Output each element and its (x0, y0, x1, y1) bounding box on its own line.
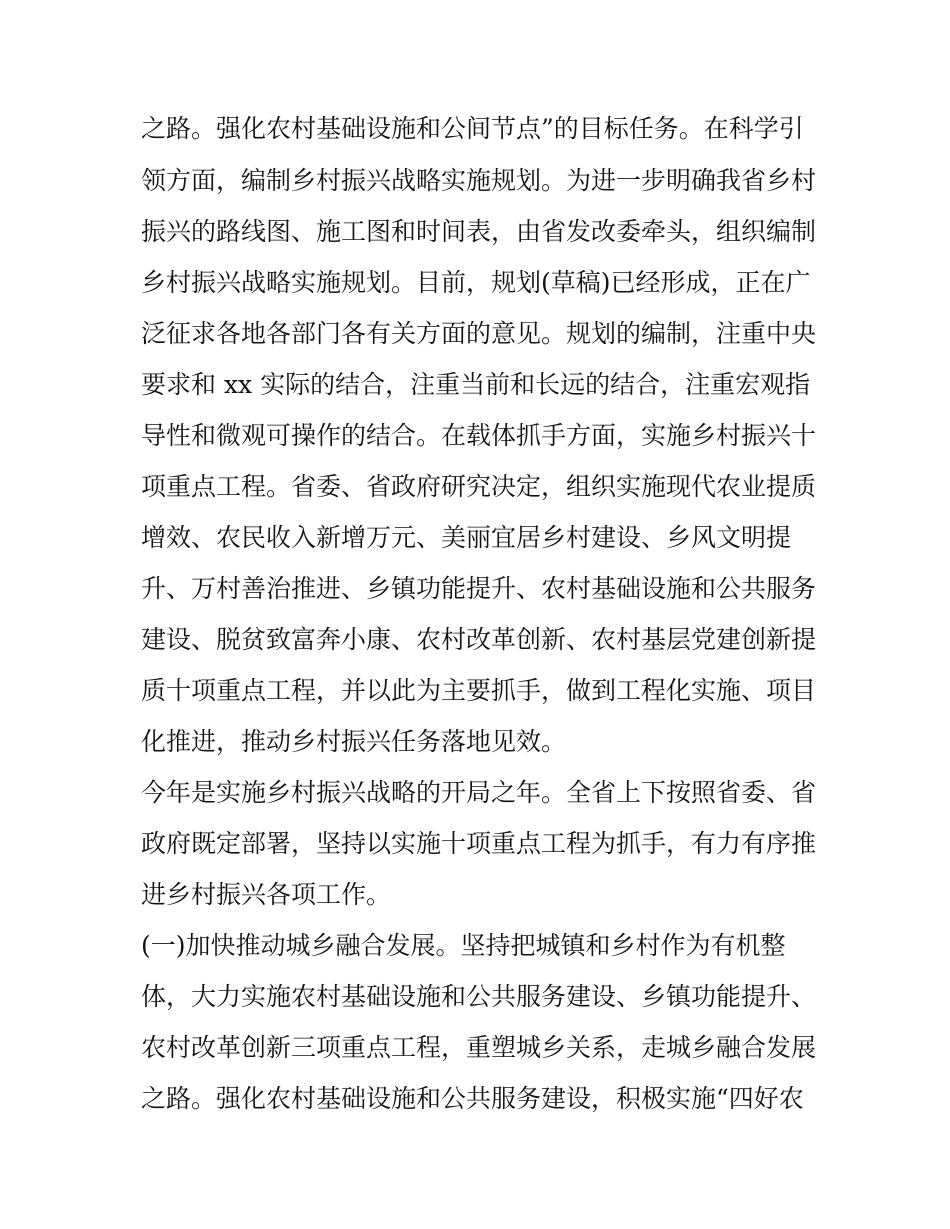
text-line: 泛征求各地各部门各有关方面的意见。规划的编制，注重中央 (141, 319, 817, 348)
text-line: (一)加快推动城乡融合发展。坚持把城镇和乡村作为有机整 (141, 931, 786, 960)
text-line: 导性和微观可操作的结合。在载体抓手方面，实施乡村振兴十 (141, 421, 817, 450)
text-line: 质十项重点工程，并以此为主要抓手，做到工程化实施、项目 (141, 676, 817, 705)
text-line: 升、万村善治推进、乡镇功能提升、农村基础设施和公共服务 (141, 574, 817, 603)
text-line: 领方面，编制乡村振兴战略实施规划。为进一步明确我省乡村 (141, 166, 817, 195)
text-line: 建设、脱贫致富奔小康、农村改革创新、农村基层党建创新提 (141, 625, 817, 654)
text-line: 之路。强化农村基础设施和公间节点”的目标任务。在科学引 (141, 114, 804, 143)
text-line: 体，大力实施农村基础设施和公共服务建设、乡镇功能提升、 (141, 982, 817, 1011)
text-line: 之路。强化农村基础设施和公共服务建设，积极实施“四好农 (141, 1084, 804, 1113)
text-line: 乡村振兴战略实施规划。目前，规划(草稿)已经形成，正在广 (141, 268, 811, 297)
text-line: 今年是实施乡村振兴战略的开局之年。全省上下按照省委、省 (141, 778, 817, 807)
text-line: 要求和 xx 实际的结合，注重当前和长远的结合，注重宏观指 (141, 370, 811, 399)
text-line: 农村改革创新三项重点工程，重塑城乡关系，走城乡融合发展 (141, 1033, 817, 1062)
text-line: 增效、农民收入新增万元、美丽宜居乡村建设、乡风文明提 (141, 523, 792, 552)
text-line: 振兴的路线图、施工图和时间表，由省发改委牵头，组织编制 (141, 217, 817, 246)
text-line: 化推进，推动乡村振兴任务落地见效。 (141, 727, 567, 756)
text-line: 政府既定部署，坚持以实施十项重点工程为抓手，有力有序推 (141, 829, 817, 858)
text-line: 项重点工程。省委、省政府研究决定，组织实施现代农业提质 (141, 472, 817, 501)
text-line: 进乡村振兴各项工作。 (141, 880, 392, 909)
